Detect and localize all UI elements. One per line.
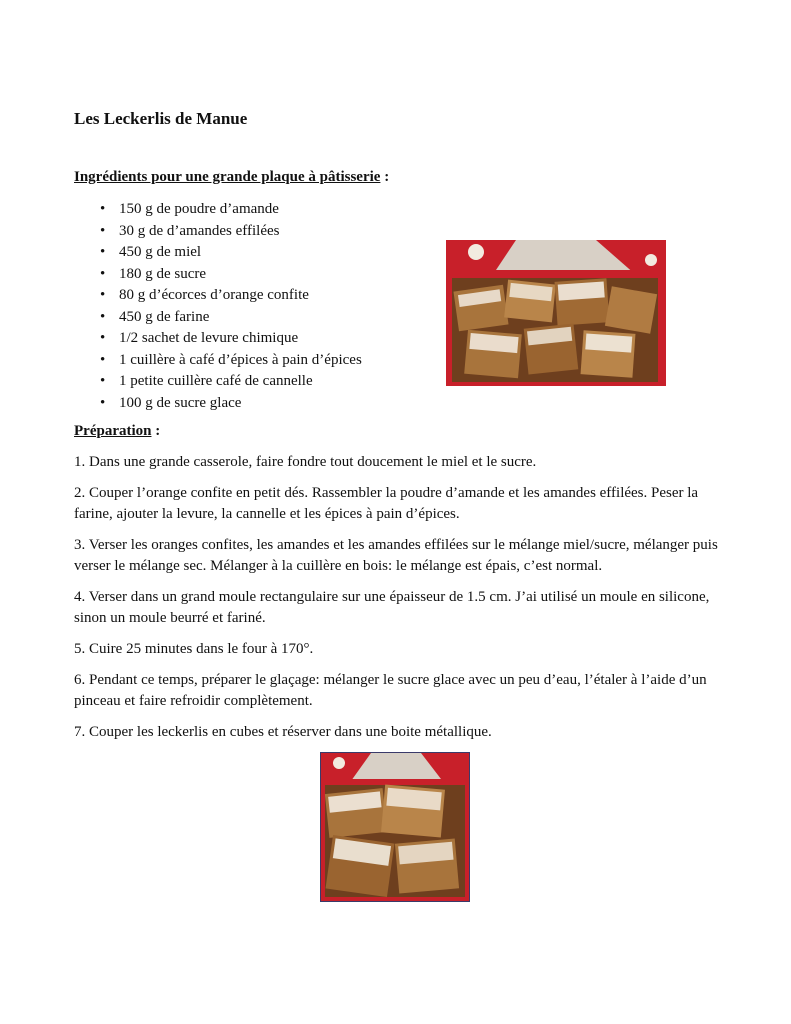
bullet: • — [100, 265, 106, 282]
ingredient-text: 30 g de d’amandes effilées — [119, 222, 280, 239]
ingredient-text: 1 petite cuillère café de cannelle — [119, 373, 313, 389]
ingredient-text: 1/2 sachet de levure chimique — [119, 330, 299, 346]
ingredient-item — [74, 221, 362, 243]
ingredient-text: 1 cuillère à café d’épices à pain d’épices — [119, 351, 362, 368]
ingredient-item — [74, 285, 362, 307]
ingredient-item — [74, 242, 362, 264]
ingredient-text: 100 g de sucre glace — [119, 394, 242, 411]
preparation-heading — [74, 423, 160, 440]
document-title: Les Leckerlis de Manue — [74, 109, 248, 128]
bullet: • — [100, 201, 106, 217]
bullet: • — [100, 244, 106, 260]
ingredients-heading — [74, 169, 389, 186]
ingredient-text: 80 g d’écorces d’orange confite — [119, 287, 309, 303]
bullet: • — [100, 373, 106, 389]
bullet: • — [100, 351, 106, 368]
ingredient-text: 450 g de miel — [119, 244, 202, 260]
ingredients-list — [74, 199, 362, 414]
ingredient-item — [74, 264, 362, 286]
bullet: • — [100, 330, 106, 346]
step-paragraph: 6. Pendant ce temps, préparer le glaçage: mélanger le sucre glace avec un peu d’eau, l’étaler à l’aide d’un pinceau et faire refroidir complètement. — [74, 672, 707, 709]
ingredients-heading-suffix: : — [380, 169, 390, 185]
step-paragraph: 2. Couper l’orange confite en petit dés. Rassembler la poudre d’amande et les amandes effilées. Peser la farine, ajouter la levure, la cannelle et les épices à pain d’épices. — [74, 485, 699, 522]
ingredient-item — [74, 350, 362, 372]
bullet: • — [100, 222, 106, 239]
preparation-steps — [74, 452, 724, 753]
leckerli-photo-closeup — [320, 752, 470, 902]
step-paragraph: 4. Verser dans un grand moule rectangulaire sur une épaisseur de 1.5 cm. J’ai utilisé un moule en silicone, sinon un moule beurré et fariné. — [74, 589, 710, 626]
ingredient-item — [74, 371, 362, 393]
ingredients-heading-text: Ingrédients pour une grande plaque à pâtisserie — [74, 169, 381, 185]
bullet: • — [100, 308, 106, 325]
step-paragraph: 1. Dans une grande casserole, faire fondre tout doucement le miel et le sucre. — [74, 454, 537, 470]
step-paragraph: 3. Verser les oranges confites, les amandes et les amandes effilées sur le mélange miel/sucre, mélanger puis verser le mélange sec. Mélanger à la cuillère en bois: le mélange est épais, c’est normal. — [74, 537, 718, 574]
preparation-heading-suffix: : — [151, 423, 161, 439]
ingredient-item — [74, 307, 362, 329]
step-paragraph: 5. Cuire 25 minutes dans le four à 170°. — [74, 641, 314, 657]
preparation-heading-text: Préparation — [74, 423, 152, 439]
bullet: • — [100, 394, 106, 411]
leckerli-photo — [446, 240, 666, 386]
ingredient-text: 450 g de farine — [119, 308, 210, 325]
ingredient-item — [74, 328, 362, 350]
bullet: • — [100, 287, 106, 303]
step-paragraph: 7. Couper les leckerlis en cubes et réserver dans une boite métallique. — [74, 724, 492, 740]
ingredient-item — [74, 393, 362, 415]
ingredient-item — [74, 199, 362, 221]
ingredient-text: 150 g de poudre d’amande — [119, 201, 279, 217]
ingredient-text: 180 g de sucre — [119, 265, 207, 282]
